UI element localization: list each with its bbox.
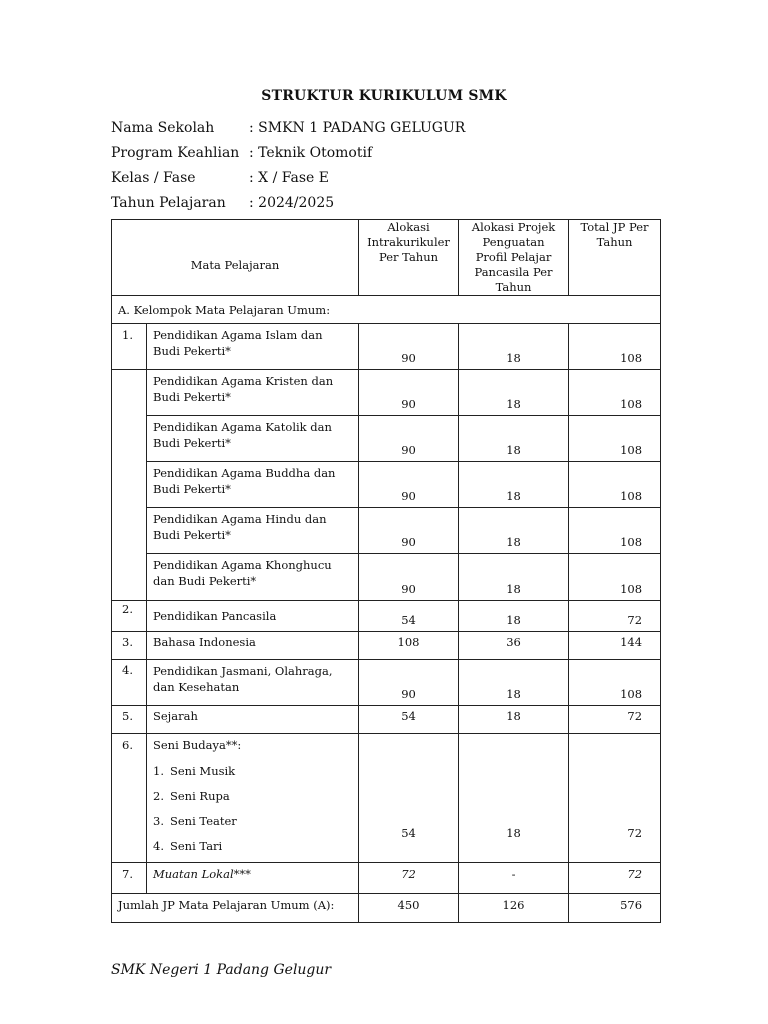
row-number: 2. xyxy=(112,601,147,632)
total-value: 108 xyxy=(569,462,661,508)
table-row xyxy=(112,863,661,894)
table-row xyxy=(112,370,661,416)
row-number: 3. xyxy=(112,632,147,660)
intra-value: 90 xyxy=(359,462,459,508)
total-value: 108 xyxy=(569,416,661,462)
subject-name: Pendidikan Agama Hindu dan Budi Pekerti* xyxy=(147,508,359,554)
total-row xyxy=(112,894,661,923)
subject-name: Pendidikan Agama Islam dan Budi Pekerti* xyxy=(147,324,359,370)
intra-value: 90 xyxy=(359,508,459,554)
subject-name: Pendidikan Agama Buddha dan Budi Pekerti* xyxy=(147,462,359,508)
intra-total: 450 xyxy=(359,894,459,923)
intra-value: 90 xyxy=(359,370,459,416)
row-number: 1. xyxy=(112,324,147,370)
projek-value: 18 xyxy=(459,370,569,416)
row-number: 7. xyxy=(112,863,147,894)
row-number xyxy=(112,370,147,416)
row-number: 4. xyxy=(112,660,147,706)
seni-list xyxy=(153,758,352,858)
total-value: 72 xyxy=(569,706,661,734)
list-number: 1. xyxy=(153,763,164,778)
table-row xyxy=(112,508,661,554)
list-item xyxy=(153,783,352,808)
total-value: 72 xyxy=(569,601,661,632)
table-row xyxy=(112,324,661,370)
table-row xyxy=(112,660,661,706)
projek-value: 18 xyxy=(459,706,569,734)
row-number: 6. xyxy=(112,734,147,863)
row-number xyxy=(112,462,147,508)
info-row-year xyxy=(111,190,465,215)
intra-value: 90 xyxy=(359,416,459,462)
projek-value: 18 xyxy=(459,554,569,601)
row-number xyxy=(112,416,147,462)
projek-value: 18 xyxy=(459,660,569,706)
intra-value: 54 xyxy=(359,734,459,863)
subject-name: Pendidikan Agama Khonghucu dan Budi Pekerti* xyxy=(147,554,359,601)
info-row-program xyxy=(111,140,465,165)
header-mata-pelajaran: Mata Pelajaran xyxy=(112,220,359,296)
grand-total: 576 xyxy=(569,894,661,923)
header-total: Total JP Per Tahun xyxy=(569,220,661,296)
row-number xyxy=(112,554,147,601)
projek-value: 18 xyxy=(459,601,569,632)
info-value: : Teknik Otomotif xyxy=(249,144,373,161)
projek-value: 18 xyxy=(459,324,569,370)
projek-total: 126 xyxy=(459,894,569,923)
table-row xyxy=(112,601,661,632)
subject-name: Muatan Lokal*** xyxy=(147,863,359,894)
row-number xyxy=(112,508,147,554)
jumlah-label: Jumlah JP Mata Pelajaran Umum (A): xyxy=(112,894,359,923)
table-row xyxy=(112,416,661,462)
table-row xyxy=(112,462,661,508)
subject-name: Pendidikan Agama Kristen dan Budi Pekerti* xyxy=(147,370,359,416)
group-row xyxy=(112,296,661,324)
table-row xyxy=(112,554,661,601)
list-label: Seni Tari xyxy=(170,838,223,853)
info-value: : 2024/2025 xyxy=(249,194,335,211)
info-label: Program Keahlian xyxy=(111,144,240,161)
header-projek: Alokasi Projek Penguatan Profil Pelajar Pancasila Per Tahun xyxy=(459,220,569,296)
subject-name: Pendidikan Pancasila xyxy=(147,601,359,632)
subject-name: Bahasa Indonesia xyxy=(147,632,359,660)
row-number: 5. xyxy=(112,706,147,734)
intra-value: 108 xyxy=(359,632,459,660)
total-value: 108 xyxy=(569,554,661,601)
info-value: : SMKN 1 PADANG GELUGUR xyxy=(249,119,466,136)
info-row-school xyxy=(111,115,465,140)
projek-value: 36 xyxy=(459,632,569,660)
intra-value: 54 xyxy=(359,706,459,734)
table-row xyxy=(112,734,661,863)
subject-name: Pendidikan Jasmani, Olahraga, dan Kesehatan xyxy=(147,660,359,706)
intra-value: 90 xyxy=(359,324,459,370)
list-number: 2. xyxy=(153,788,164,803)
list-item xyxy=(153,808,352,833)
list-label: Seni Musik xyxy=(170,763,236,778)
page-footer: SMK Negeri 1 Padang Gelugur xyxy=(111,962,332,978)
list-label: Seni Teater xyxy=(170,813,237,828)
table-row xyxy=(112,632,661,660)
info-label: Tahun Pelajaran xyxy=(111,194,226,211)
list-item xyxy=(153,833,352,858)
table-row xyxy=(112,706,661,734)
projek-value: 18 xyxy=(459,416,569,462)
group-a-label: A. Kelompok Mata Pelajaran Umum: xyxy=(112,296,661,324)
total-value: 72 xyxy=(569,863,661,894)
intra-value: 90 xyxy=(359,660,459,706)
total-value: 108 xyxy=(569,324,661,370)
intra-value: 54 xyxy=(359,601,459,632)
subject-name: Sejarah xyxy=(147,706,359,734)
projek-value: 18 xyxy=(459,734,569,863)
subject-cell xyxy=(147,734,359,863)
total-value: 108 xyxy=(569,508,661,554)
subject-name: Seni Budaya**: xyxy=(153,738,242,752)
info-row-class xyxy=(111,165,465,190)
list-label: Seni Rupa xyxy=(170,788,230,803)
subject-name: Pendidikan Agama Katolik dan Budi Pekerti* xyxy=(147,416,359,462)
school-info xyxy=(111,115,465,215)
total-value: 108 xyxy=(569,370,661,416)
total-value: 144 xyxy=(569,632,661,660)
projek-value: - xyxy=(459,863,569,894)
info-label: Kelas / Fase xyxy=(111,169,196,186)
projek-value: 18 xyxy=(459,462,569,508)
intra-value: 90 xyxy=(359,554,459,601)
projek-value: 18 xyxy=(459,508,569,554)
list-number: 3. xyxy=(153,813,164,828)
total-value: 72 xyxy=(569,734,661,863)
list-number: 4. xyxy=(153,838,164,853)
curriculum-table xyxy=(111,219,661,923)
total-value: 108 xyxy=(569,660,661,706)
list-item xyxy=(153,758,352,783)
header-row xyxy=(112,220,661,296)
info-value: : X / Fase E xyxy=(249,169,330,186)
intra-value: 72 xyxy=(359,863,459,894)
info-label: Nama Sekolah xyxy=(111,119,215,136)
document-title: STRUKTUR KURIKULUM SMK xyxy=(261,88,507,104)
header-intrakurikuler: Alokasi Intrakurikuler Per Tahun xyxy=(359,220,459,296)
